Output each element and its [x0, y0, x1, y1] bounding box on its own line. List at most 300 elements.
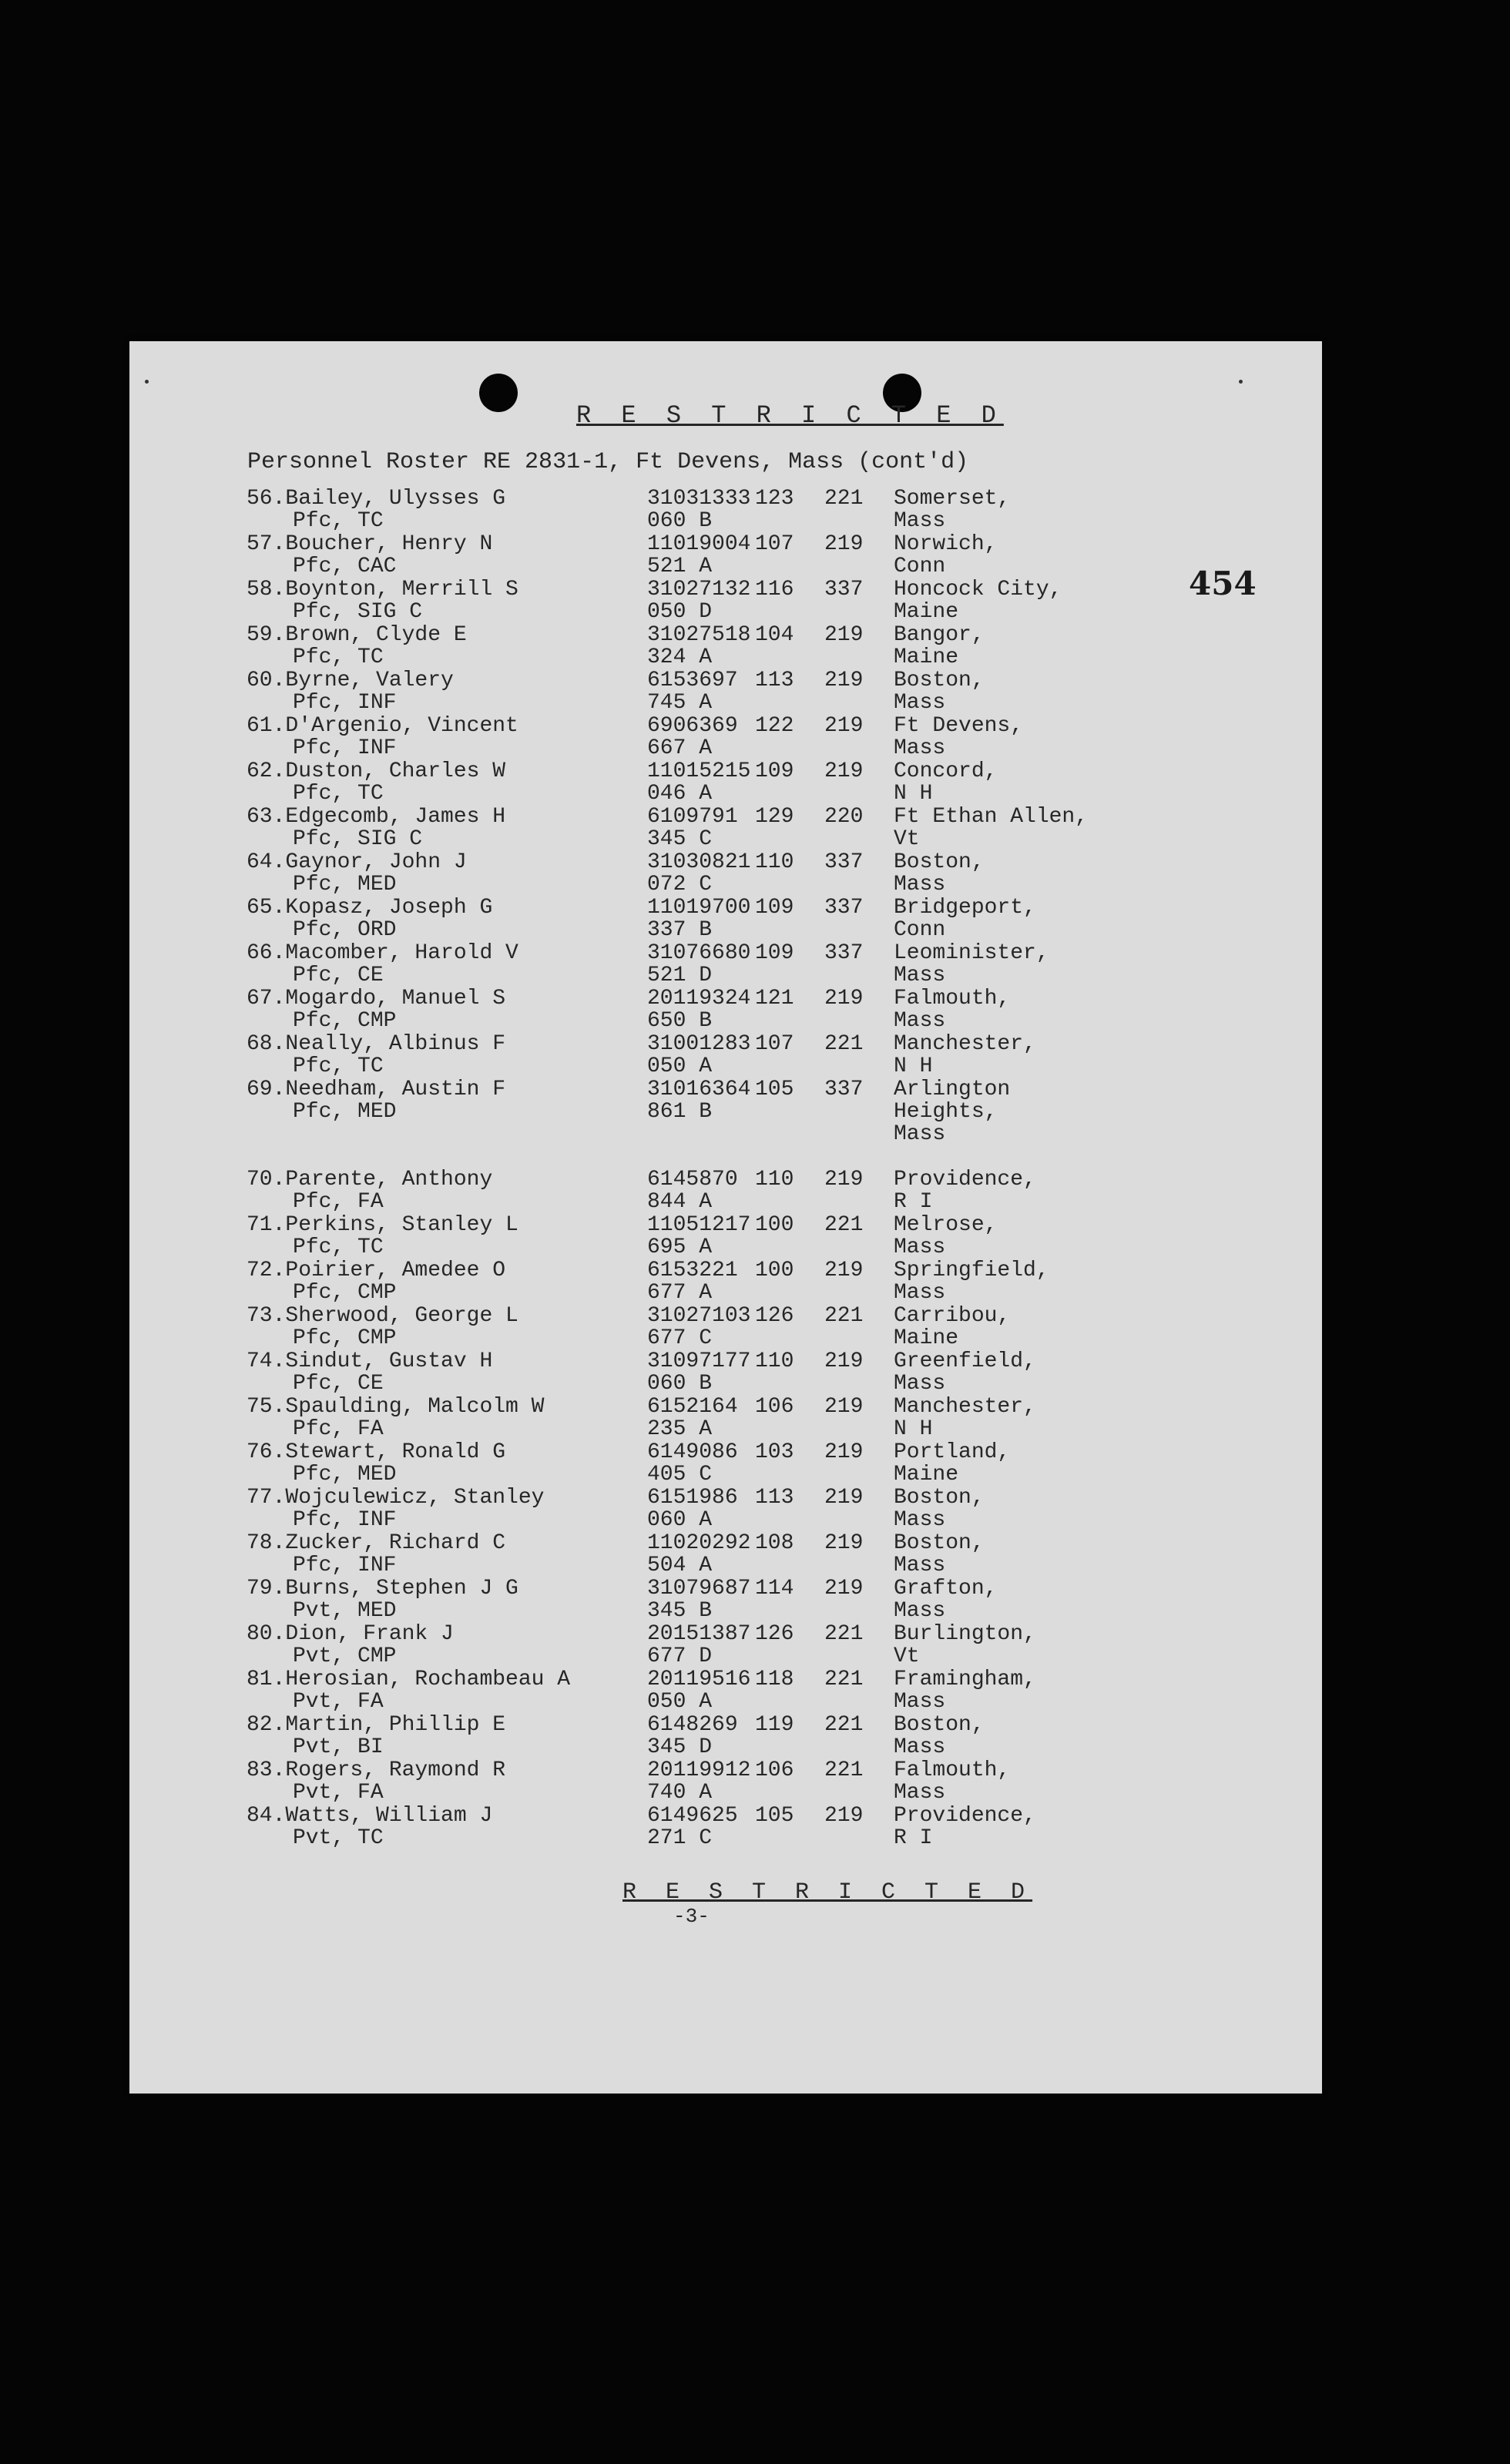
hometown-line: Maine — [894, 1463, 959, 1487]
hometown — [894, 578, 1202, 623]
code-2-line: 220 — [824, 805, 864, 829]
rank-branch: Pfc, MED — [293, 873, 397, 897]
serial-number — [647, 1487, 755, 1531]
serial-number — [647, 1305, 755, 1349]
serial-number-line: 050 A — [647, 1054, 713, 1078]
hometown-line: Bangor, — [894, 623, 985, 647]
rank-branch: Pvt, FA — [293, 1781, 384, 1805]
name-line: 77.Wojculewicz, Stanley — [247, 1486, 545, 1510]
name-line: 74.Sindut, Gustav H — [247, 1349, 493, 1373]
code-2-line: 221 — [824, 1304, 864, 1328]
hometown-line: Mass — [894, 1781, 946, 1805]
code-1-line: 129 — [755, 805, 794, 829]
soldier-name — [247, 1805, 647, 1849]
name-line: 75.Spaulding, Malcolm W — [247, 1395, 545, 1419]
code-1 — [755, 1214, 824, 1259]
code-1-line: 118 — [755, 1668, 794, 1691]
serial-number-line: 31027103 — [647, 1304, 751, 1328]
code-1 — [755, 1487, 824, 1531]
code-2-line: 221 — [824, 1032, 864, 1056]
rank-branch: Pfc, MED — [293, 1463, 397, 1487]
serial-number-line: 677 D — [647, 1644, 713, 1668]
code-1-line: 107 — [755, 532, 794, 556]
code-2 — [824, 1759, 894, 1804]
name-line: 67.Mogardo, Manuel S — [247, 987, 506, 1011]
code-2-line: 337 — [824, 941, 864, 965]
serial-number — [647, 624, 755, 669]
hometown-line: Vt — [894, 1644, 920, 1668]
roster-entry — [247, 851, 1271, 896]
code-1 — [755, 1714, 824, 1758]
code-2-line: 219 — [824, 1486, 864, 1510]
serial-number — [647, 1577, 755, 1622]
code-1-line: 100 — [755, 1213, 794, 1237]
hometown — [894, 1350, 1202, 1395]
speck — [1239, 380, 1243, 384]
soldier-name — [247, 987, 647, 1032]
code-1 — [755, 488, 824, 532]
name-line: 57.Boucher, Henry N — [247, 532, 493, 556]
serial-number — [647, 806, 755, 850]
name-line: 76.Stewart, Ronald G — [247, 1440, 506, 1464]
soldier-name — [247, 760, 647, 805]
hometown — [894, 1168, 1202, 1213]
name-line: 69.Needham, Austin F — [247, 1078, 506, 1101]
code-2-line: 221 — [824, 1713, 864, 1737]
code-2-line: 219 — [824, 1168, 864, 1192]
serial-number-line: 6148269 — [647, 1713, 738, 1737]
soldier-name — [247, 897, 647, 941]
name-line: 56.Bailey, Ulysses G — [247, 487, 506, 511]
code-1-line: 103 — [755, 1440, 794, 1464]
serial-number — [647, 1350, 755, 1395]
serial-number-line: 11020292 — [647, 1531, 751, 1555]
code-2-line: 219 — [824, 1349, 864, 1373]
serial-number — [647, 1033, 755, 1078]
soldier-name — [247, 1168, 647, 1213]
rank-branch: Pfc, TC — [293, 645, 384, 669]
serial-number-line: 31097177 — [647, 1349, 751, 1373]
roster-entry — [247, 1759, 1271, 1804]
code-2-line: 221 — [824, 1758, 864, 1782]
roster-entry — [247, 488, 1271, 532]
code-1-line: 114 — [755, 1577, 794, 1601]
rank-branch: Pfc, INF — [293, 736, 397, 760]
code-2 — [824, 1714, 894, 1758]
serial-number-line: 31027132 — [647, 578, 751, 602]
hometown — [894, 1805, 1202, 1849]
hometown-line: Mass — [894, 1508, 946, 1532]
hometown-line: Mass — [894, 1235, 946, 1259]
roster-entry — [247, 1577, 1271, 1622]
serial-number-line: 6153221 — [647, 1259, 738, 1282]
soldier-name — [247, 1214, 647, 1259]
hometown-line: Boston, — [894, 1713, 985, 1737]
hometown-line: Manchester, — [894, 1032, 1036, 1056]
code-2-line: 221 — [824, 1622, 864, 1646]
code-1 — [755, 624, 824, 669]
roster-entry — [247, 1714, 1271, 1758]
serial-number — [647, 669, 755, 714]
serial-number — [647, 1532, 755, 1577]
rank-branch: Pfc, CMP — [293, 1009, 397, 1033]
hometown — [894, 806, 1202, 850]
hometown-line: Mass — [894, 736, 946, 760]
soldier-name — [247, 1577, 647, 1622]
rank-branch: Pfc, INF — [293, 691, 397, 715]
serial-number — [647, 897, 755, 941]
hometown — [894, 1623, 1202, 1668]
soldier-name — [247, 533, 647, 578]
roster-entry — [247, 1214, 1271, 1259]
serial-number — [647, 488, 755, 532]
code-1-line: 106 — [755, 1758, 794, 1782]
roster-entry — [247, 1668, 1271, 1713]
hometown-line: Mass — [894, 1690, 946, 1714]
hometown-line: Mass — [894, 691, 946, 715]
code-2-line: 337 — [824, 896, 864, 920]
code-1-line: 105 — [755, 1078, 794, 1101]
code-2 — [824, 1577, 894, 1622]
hometown-line: Mass — [894, 1599, 946, 1623]
code-2 — [824, 806, 894, 850]
code-2-line: 337 — [824, 578, 864, 602]
hometown — [894, 760, 1202, 805]
serial-number-line: 6109791 — [647, 805, 738, 829]
hometown-line: Vt — [894, 827, 920, 851]
code-2-line: 221 — [824, 1213, 864, 1237]
serial-number — [647, 1214, 755, 1259]
serial-number-line: 504 A — [647, 1554, 713, 1577]
code-1 — [755, 851, 824, 896]
hometown-line: Concord, — [894, 759, 998, 783]
code-1 — [755, 1078, 824, 1145]
code-2 — [824, 1623, 894, 1668]
serial-number-line: 6149086 — [647, 1440, 738, 1464]
code-2-line: 219 — [824, 1804, 864, 1828]
code-2 — [824, 1214, 894, 1259]
name-line: 68.Neally, Albinus F — [247, 1032, 506, 1056]
code-2-line: 219 — [824, 759, 864, 783]
code-2-line: 221 — [824, 487, 864, 511]
serial-number-line: 20119912 — [647, 1758, 751, 1782]
serial-number-line: 677 C — [647, 1326, 713, 1350]
roster-entry — [247, 624, 1271, 669]
soldier-name — [247, 1668, 647, 1713]
rank-branch: Pfc, TC — [293, 782, 384, 806]
roster-entry — [247, 806, 1271, 850]
serial-number — [647, 1623, 755, 1668]
code-1-line: 123 — [755, 487, 794, 511]
soldier-name — [247, 1350, 647, 1395]
hometown — [894, 1487, 1202, 1531]
serial-number — [647, 1805, 755, 1849]
soldier-name — [247, 1396, 647, 1440]
serial-number-line: 6153697 — [647, 669, 738, 692]
code-1 — [755, 1668, 824, 1713]
code-1 — [755, 1350, 824, 1395]
hometown — [894, 1441, 1202, 1486]
soldier-name — [247, 1033, 647, 1078]
serial-number-line: 695 A — [647, 1235, 713, 1259]
hometown — [894, 1577, 1202, 1622]
hometown-line: Heights, — [894, 1100, 998, 1124]
roster-entry — [247, 1441, 1271, 1486]
soldier-name — [247, 1714, 647, 1758]
code-1-line: 121 — [755, 987, 794, 1011]
roster-entry — [247, 533, 1271, 578]
soldier-name — [247, 488, 647, 532]
serial-number-line: 6906369 — [647, 714, 738, 738]
serial-number-line: 521 D — [647, 964, 713, 987]
serial-number-line: 11015215 — [647, 759, 751, 783]
code-2 — [824, 533, 894, 578]
code-1 — [755, 1623, 824, 1668]
code-2-line: 219 — [824, 532, 864, 556]
roster-entry — [247, 942, 1271, 987]
roster-entry — [247, 1305, 1271, 1349]
name-line: 80.Dion, Frank J — [247, 1622, 454, 1646]
hometown-line: Honcock City, — [894, 578, 1062, 602]
roster-entry — [247, 1259, 1271, 1304]
hometown-line: Conn — [894, 555, 946, 578]
rank-branch: Pfc, CMP — [293, 1281, 397, 1305]
serial-number-line: 31079687 — [647, 1577, 751, 1601]
serial-number-line: 6149625 — [647, 1804, 738, 1828]
hometown-line: N H — [894, 1054, 933, 1078]
code-2 — [824, 1487, 894, 1531]
hometown-line: Boston, — [894, 1486, 985, 1510]
hometown — [894, 1214, 1202, 1259]
serial-number-line: 31027518 — [647, 623, 751, 647]
rank-branch: Pfc, FA — [293, 1417, 384, 1441]
soldier-name — [247, 942, 647, 987]
code-1-line: 110 — [755, 850, 794, 874]
code-2-line: 219 — [824, 714, 864, 738]
serial-number-line: 677 A — [647, 1281, 713, 1305]
serial-number-line: 337 B — [647, 918, 713, 942]
hometown-line: Springfield, — [894, 1259, 1049, 1282]
hometown-line: Maine — [894, 600, 959, 624]
hometown-line: Mass — [894, 1009, 946, 1033]
hometown — [894, 1396, 1202, 1440]
name-line: 66.Macomber, Harold V — [247, 941, 518, 965]
hometown-line: Somerset, — [894, 487, 1011, 511]
serial-number-line: 072 C — [647, 873, 713, 897]
name-line: 61.D'Argenio, Vincent — [247, 714, 518, 738]
code-1 — [755, 806, 824, 850]
hometown — [894, 1078, 1202, 1145]
code-2 — [824, 669, 894, 714]
serial-number-line: 11019700 — [647, 896, 751, 920]
hometown-line: Maine — [894, 1326, 959, 1350]
code-2-line: 219 — [824, 987, 864, 1011]
hometown-line: N H — [894, 1417, 933, 1441]
code-2 — [824, 942, 894, 987]
hometown-line: Boston, — [894, 669, 985, 692]
code-1-line: 107 — [755, 1032, 794, 1056]
code-2-line: 221 — [824, 1668, 864, 1691]
code-2 — [824, 987, 894, 1032]
hometown — [894, 987, 1202, 1032]
hometown-line: Providence, — [894, 1804, 1036, 1828]
roster-entry — [247, 1350, 1271, 1395]
code-1-line: 110 — [755, 1349, 794, 1373]
serial-number-line: 20119516 — [647, 1668, 751, 1691]
name-line: 72.Poirier, Amedee O — [247, 1259, 506, 1282]
hometown-line: Falmouth, — [894, 1758, 1011, 1782]
name-line: 84.Watts, William J — [247, 1804, 493, 1828]
serial-number-line: 060 B — [647, 1372, 713, 1396]
code-1-line: 105 — [755, 1804, 794, 1828]
code-1 — [755, 987, 824, 1032]
code-1 — [755, 533, 824, 578]
code-1-line: 126 — [755, 1304, 794, 1328]
hometown — [894, 669, 1202, 714]
name-line: 79.Burns, Stephen J G — [247, 1577, 518, 1601]
code-1 — [755, 1577, 824, 1622]
serial-number — [647, 987, 755, 1032]
rank-branch: Pfc, CE — [293, 964, 384, 987]
hometown — [894, 715, 1202, 759]
code-2 — [824, 897, 894, 941]
code-1-line: 116 — [755, 578, 794, 602]
name-line: 70.Parente, Anthony — [247, 1168, 493, 1192]
serial-number-line: 20119324 — [647, 987, 751, 1011]
code-1 — [755, 1168, 824, 1213]
code-1-line: 109 — [755, 941, 794, 965]
name-line: 65.Kopasz, Joseph G — [247, 896, 493, 920]
name-line: 59.Brown, Clyde E — [247, 623, 467, 647]
code-1-line: 126 — [755, 1622, 794, 1646]
serial-number-line: 11051217 — [647, 1213, 751, 1237]
roster-entry — [247, 1396, 1271, 1440]
serial-number-line: 20151387 — [647, 1622, 751, 1646]
serial-number-line: 6151986 — [647, 1486, 738, 1510]
hometown-line: Grafton, — [894, 1577, 998, 1601]
code-1-line: 100 — [755, 1259, 794, 1282]
name-line: 62.Duston, Charles W — [247, 759, 506, 783]
punch-hole — [479, 374, 518, 412]
rank-branch: Pfc, TC — [293, 1054, 384, 1078]
hometown — [894, 1668, 1202, 1713]
serial-number-line: 31031333 — [647, 487, 751, 511]
name-line: 78.Zucker, Richard C — [247, 1531, 506, 1555]
hometown-line: N H — [894, 782, 933, 806]
soldier-name — [247, 1441, 647, 1486]
page-title: Personnel Roster RE 2831-1, Ft Devens, Mass (cont'd) — [247, 449, 969, 475]
code-1-line: 113 — [755, 669, 794, 692]
code-2 — [824, 1668, 894, 1713]
name-line: 58.Boynton, Merrill S — [247, 578, 518, 602]
hometown — [894, 897, 1202, 941]
serial-number-line: 745 A — [647, 691, 713, 715]
roster-entry — [247, 760, 1271, 805]
name-line: 71.Perkins, Stanley L — [247, 1213, 518, 1237]
code-2 — [824, 1033, 894, 1078]
roster-entry — [247, 1532, 1271, 1577]
serial-number — [647, 1078, 755, 1145]
soldier-name — [247, 851, 647, 896]
serial-number-line: 060 A — [647, 1508, 713, 1532]
code-2-line: 219 — [824, 1395, 864, 1419]
page-number: -3- — [673, 1905, 710, 1928]
code-2-line: 219 — [824, 669, 864, 692]
serial-number-line: 31030821 — [647, 850, 751, 874]
code-2 — [824, 624, 894, 669]
serial-number-line: 31001283 — [647, 1032, 751, 1056]
hometown-line: Mass — [894, 1554, 946, 1577]
roster-entry — [247, 897, 1271, 941]
serial-number-line: 345 B — [647, 1599, 713, 1623]
rank-branch: Pfc, CE — [293, 1372, 384, 1396]
hometown-line: Mass — [894, 964, 946, 987]
serial-number — [647, 1441, 755, 1486]
document-page — [129, 341, 1322, 2094]
serial-number-line: 521 A — [647, 555, 713, 578]
code-2-line: 219 — [824, 1531, 864, 1555]
code-2 — [824, 1350, 894, 1395]
hometown — [894, 942, 1202, 987]
code-2 — [824, 488, 894, 532]
soldier-name — [247, 1487, 647, 1531]
rank-branch: Pfc, SIG C — [293, 600, 423, 624]
roster-entry — [247, 715, 1271, 759]
soldier-name — [247, 1305, 647, 1349]
rank-branch: Pfc, CMP — [293, 1326, 397, 1350]
code-1-line: 119 — [755, 1713, 794, 1737]
name-line: 81.Herosian, Rochambeau A — [247, 1668, 571, 1691]
serial-number-line: 235 A — [647, 1417, 713, 1441]
code-1-line: 109 — [755, 896, 794, 920]
code-2-line: 337 — [824, 850, 864, 874]
hometown-line: Arlington — [894, 1078, 1011, 1101]
serial-number-line: 060 B — [647, 509, 713, 533]
hometown-line: Bridgeport, — [894, 896, 1036, 920]
code-2 — [824, 1441, 894, 1486]
code-2 — [824, 760, 894, 805]
serial-number — [647, 533, 755, 578]
code-2-line: 219 — [824, 623, 864, 647]
hometown-line: Falmouth, — [894, 987, 1011, 1011]
code-1 — [755, 1759, 824, 1804]
code-1-line: 106 — [755, 1395, 794, 1419]
rank-branch: Pfc, MED — [293, 1100, 397, 1124]
stamp-number: 454 — [1189, 565, 1257, 602]
hometown-line: Mass — [894, 1372, 946, 1396]
serial-number — [647, 715, 755, 759]
serial-number-line: 271 C — [647, 1826, 713, 1850]
serial-number-line: 6145870 — [647, 1168, 738, 1192]
roster-entry — [247, 1805, 1271, 1849]
serial-number — [647, 851, 755, 896]
hometown-line: Framingham, — [894, 1668, 1036, 1691]
hometown — [894, 1759, 1202, 1804]
soldier-name — [247, 1623, 647, 1668]
roster-entry — [247, 578, 1271, 623]
code-1 — [755, 942, 824, 987]
rank-branch: Pfc, INF — [293, 1554, 397, 1577]
code-2 — [824, 1532, 894, 1577]
soldier-name — [247, 715, 647, 759]
hometown-line: Providence, — [894, 1168, 1036, 1192]
restricted-footer: R E S T R I C T E D — [622, 1879, 1033, 1906]
hometown-line: Leominister, — [894, 941, 1049, 965]
serial-number-line: 050 A — [647, 1690, 713, 1714]
code-1-line: 104 — [755, 623, 794, 647]
hometown-line: Boston, — [894, 850, 985, 874]
rank-branch: Pfc, ORD — [293, 918, 397, 942]
